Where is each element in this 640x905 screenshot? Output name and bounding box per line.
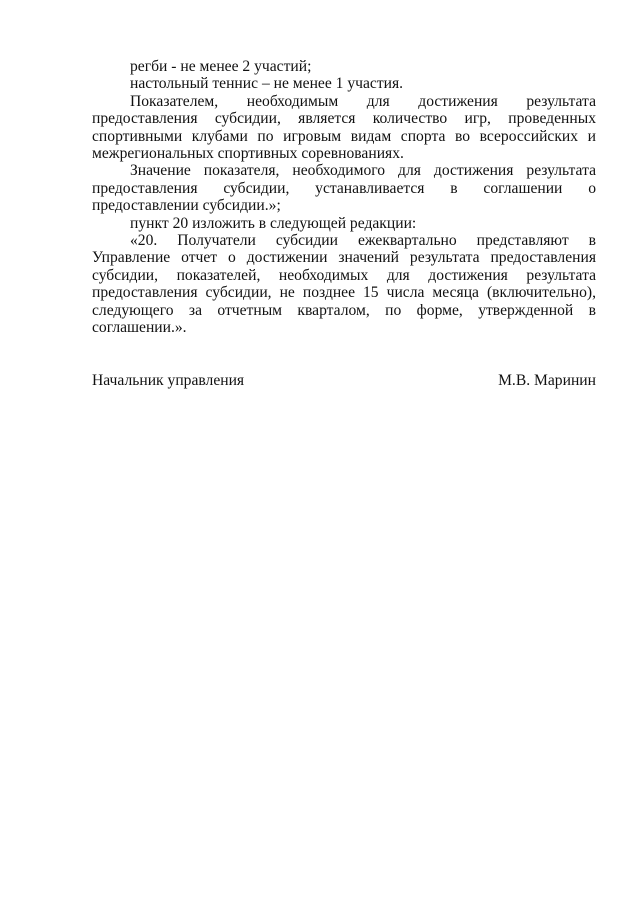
- paragraph-rugby: регби - не менее 2 участий;: [130, 58, 312, 75]
- paragraph-indicator-value: Значение показателя, необходимого для достижения результата предоставления субсидии, устанавливается в соглашении о предоставлении субсидии.»;: [92, 162, 596, 215]
- paragraph-clause-20-intro: пункт 20 изложить в следующей редакции:: [130, 214, 417, 232]
- paragraph-clause-20: «20. Получатели субсидии ежеквартально представляют в Управление отчет о достижении значений результата предоставления субсидии, показателей, необходимых для достижения результата предоставления субсидии, не позднее 15 числа месяца (включительно), следующего за отчетным кварталом, по форме, утвержденной в соглашении.».: [92, 232, 596, 337]
- signature-block: [92, 372, 596, 389]
- paragraph-indicator: Показателем, необходимым для достижения результата предоставления субсидии, является количество игр, проведенных спортивными клубами по игровым видам спорта во всероссийских и межрегиональных спортивных соревнованиях.: [92, 92, 596, 163]
- paragraph-table-tennis: настольный теннис – не менее 1 участия.: [130, 75, 404, 93]
- document-body: [92, 58, 596, 337]
- signatory-position: Начальник управления: [92, 372, 245, 389]
- signatory-name: М.В. Маринин: [498, 372, 596, 389]
